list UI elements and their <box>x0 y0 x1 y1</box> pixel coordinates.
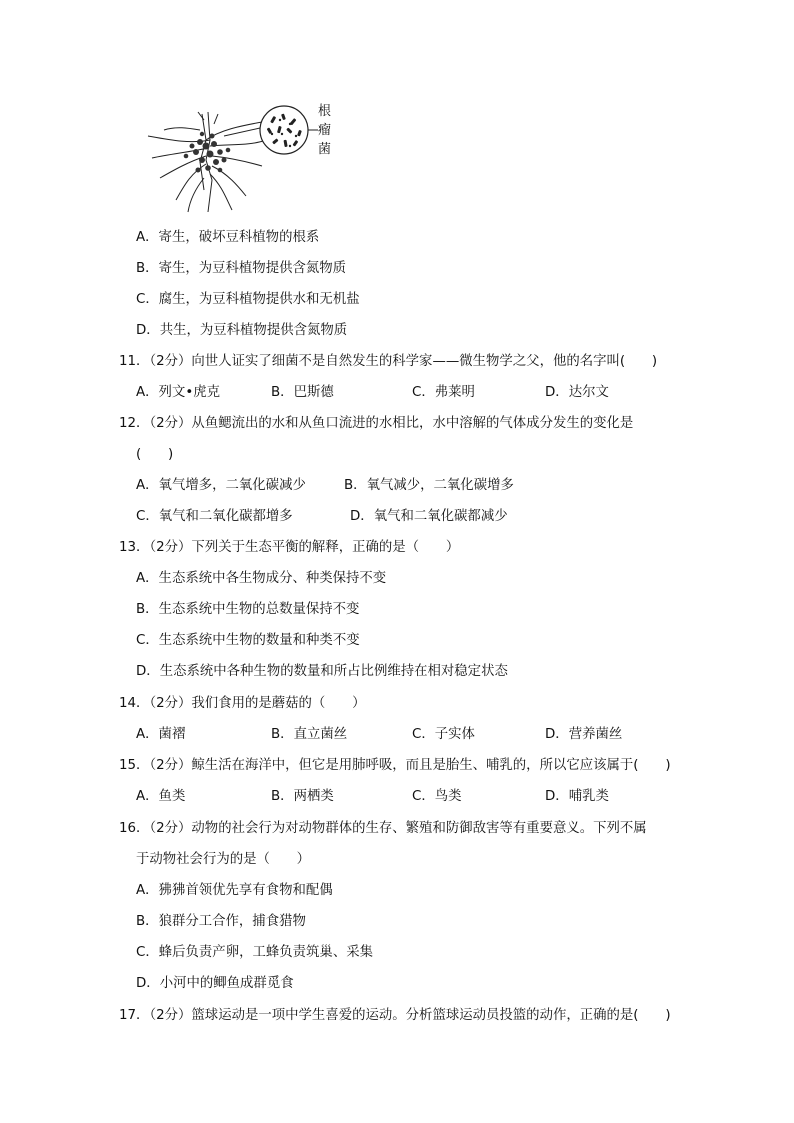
q17-stem: 17．（2分）篮球运动是一项中学生喜爱的运动。分析篮球运动员投篮的动作，正确的是( ) <box>119 1008 671 1023</box>
magnified-view <box>260 106 308 154</box>
q12-stem: 12．（2分）从鱼鳃流出的水和从鱼口流进的水相比，水中溶解的气体成分发生的变化是 <box>119 416 634 431</box>
q11-option-a: A．列文•虎克 <box>136 385 221 400</box>
figure-label <box>318 102 334 159</box>
q13-option-a: A．生态系统中各生物成分、种类保持不变 <box>136 571 387 586</box>
q14-option-a: A．菌褶 <box>136 727 186 742</box>
q13-option-d: D．生态系统中各种生物的数量和所占比例维持在相对稳定状态 <box>136 664 508 679</box>
q16-option-a: A．狒狒首领优先享有食物和配偶 <box>136 883 333 898</box>
q11-option-c: C．弗莱明 <box>412 385 475 400</box>
q14-option-b: B．直立菌丝 <box>271 727 348 742</box>
q10-option-c: C．腐生，为豆科植物提供水和无机盐 <box>136 292 360 307</box>
q15-option-b: B．两栖类 <box>271 789 334 804</box>
root-nodule-figure <box>140 100 340 216</box>
q15-stem: 15．（2分）鲸生活在海洋中，但它是用肺呼吸，而且是胎生、哺乳的，所以它应该属于( ) <box>119 758 671 773</box>
q16-option-d: D．小河中的鲫鱼成群觅食 <box>136 976 294 991</box>
q10-option-a: A．寄生，破坏豆科植物的根系 <box>136 230 320 245</box>
q16-option-b: B．狼群分工合作，捕食猎物 <box>136 914 306 929</box>
q12-option-a: A．氧气增多，二氧化碳减少 <box>136 478 306 493</box>
q11-option-b: B．巴斯德 <box>271 385 334 400</box>
q10-option-b: B．寄生，为豆科植物提供含氮物质 <box>136 261 347 276</box>
q12-option-b: B．氧气减少，二氧化碳增多 <box>344 478 514 493</box>
q12-option-c: C．氧气和二氧化碳都增多 <box>136 509 293 524</box>
q10-option-d: D．共生，为豆科植物提供含氮物质 <box>136 323 348 338</box>
q13-option-c: C．生态系统中生物的数量和种类不变 <box>136 633 360 648</box>
q15-option-d: D．哺乳类 <box>545 789 609 804</box>
q15-option-c: C．鸟类 <box>412 789 462 804</box>
q13-option-b: B．生态系统中生物的总数量保持不变 <box>136 602 360 617</box>
q11-option-d: D．达尔文 <box>545 385 609 400</box>
q15-option-a: A．鱼类 <box>136 789 186 804</box>
q14-option-d: D．营养菌丝 <box>545 727 623 742</box>
q13-stem: 13．（2分）下列关于生态平衡的解释，正确的是（ ） <box>119 540 460 555</box>
q12-stem-cont: ( ) <box>136 447 174 462</box>
figure-label-char: 瘤 <box>318 123 332 138</box>
q16-stem-cont: 于动物社会行为的是（ ） <box>136 852 311 867</box>
q14-stem: 14．（2分）我们食用的是蘑菇的（ ） <box>119 696 366 711</box>
figure-label-char: 根 <box>318 104 332 119</box>
q16-option-c: C．蜂后负责产卵，工蜂负责筑巢、采集 <box>136 945 373 960</box>
q16-stem: 16．（2分）动物的社会行为对动物群体的生存、繁殖和防御敌害等有重要意义。下列不属 <box>119 821 647 836</box>
nodule-cluster <box>184 132 231 173</box>
q11-stem: 11．（2分）向世人证实了细菌不是自然发生的科学家——微生物学之父，他的名字叫( ) <box>119 354 658 369</box>
q14-option-c: C．子实体 <box>412 727 475 742</box>
figure-label-char: 菌 <box>318 142 332 157</box>
root-system-drawing <box>148 112 266 212</box>
q12-option-d: D．氧气和二氧化碳都减少 <box>350 509 508 524</box>
